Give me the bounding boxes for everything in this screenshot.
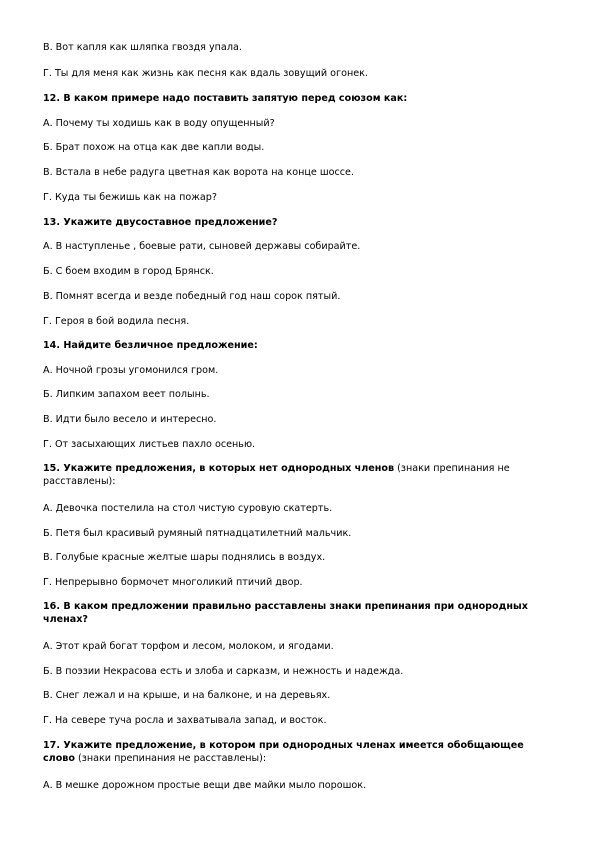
answer-16-g: Г. На севере туча росла и захватывала запад, и восток. bbox=[43, 715, 327, 726]
answer-12-a: А. Почему ты ходишь как в воду опущенный? bbox=[43, 118, 275, 129]
question-16: 16. В каком предложении правильно расставлены знаки препинания при однородных членах? bbox=[43, 601, 528, 625]
question-14: 14. Найдите безличное предложение: bbox=[43, 340, 258, 351]
question-17 bbox=[43, 739, 558, 765]
answer-13-a: А. В наступленье , боевые рати, сыновей державы собирайте. bbox=[43, 241, 361, 252]
answer-13-b: Б. С боем входим в город Брянск. bbox=[43, 266, 214, 277]
answer-15-b: Б. Петя был красивый румяный пятнадцатилетний мальчик. bbox=[43, 528, 352, 539]
question-17-note: (знаки препинания не расставлены): bbox=[74, 753, 267, 764]
answer-16-v: В. Снег лежал и на крыше, и на балконе, и на деревьях. bbox=[43, 690, 331, 701]
answer-14-g: Г. От засыхающих листьев пахло осенью. bbox=[43, 439, 256, 450]
answer-12-v: В. Встала в небе радуга цветная как ворота на конце шоссе. bbox=[43, 167, 354, 178]
question-15-text: 15. Укажите предложения, в которых нет однородных членов bbox=[43, 463, 395, 474]
answer-13-v: В. Помнят всегда и везде победный год наш сорок пятый. bbox=[43, 291, 341, 302]
answer-16-b: Б. В поэзии Некрасова есть и злоба и сарказм, и нежность и надежда. bbox=[43, 666, 404, 677]
answer-16-a: А. Этот край богат торфом и лесом, молоком, и ягодами. bbox=[43, 641, 334, 652]
question-17-text: 17. Укажите предложение, в котором при однородных членах имеется обобщающее слово bbox=[43, 740, 524, 764]
question-12: 12. В каком примере надо поставить запятую перед союзом как: bbox=[43, 93, 408, 104]
answer-15-v: В. Голубые красные желтые шары поднялись в воздух. bbox=[43, 552, 326, 563]
answer-11-v: В. Вот капля как шляпка гвоздя упала. bbox=[43, 42, 242, 53]
question-15-note: (знаки препинания не расставлены): bbox=[43, 463, 510, 487]
answer-11-g: Г. Ты для меня как жизнь как песня как вдаль зовущий огонек. bbox=[43, 68, 368, 79]
answer-17-a: А. В мешке дорожном простые вещи две майки мыло порошок. bbox=[43, 780, 367, 791]
answer-15-a: А. Девочка постелила на стол чистую суровую скатерть. bbox=[43, 503, 333, 514]
answer-15-g: Г. Непрерывно бормочет многоликий птичий двор. bbox=[43, 577, 303, 588]
answer-12-b: Б. Брат похож на отца как две капли воды. bbox=[43, 142, 265, 153]
answer-14-v: В. Идти было весело и интересно. bbox=[43, 414, 217, 425]
answer-14-a: А. Ночной грозы угомонился гром. bbox=[43, 365, 219, 376]
answer-14-b: Б. Липким запахом веет полынь. bbox=[43, 389, 210, 400]
answer-13-g: Г. Героя в бой водила песня. bbox=[43, 316, 190, 327]
answer-12-g: Г. Куда ты бежишь как на пожар? bbox=[43, 192, 217, 203]
question-13: 13. Укажите двусоставное предложение? bbox=[43, 217, 278, 228]
question-15 bbox=[43, 462, 558, 488]
